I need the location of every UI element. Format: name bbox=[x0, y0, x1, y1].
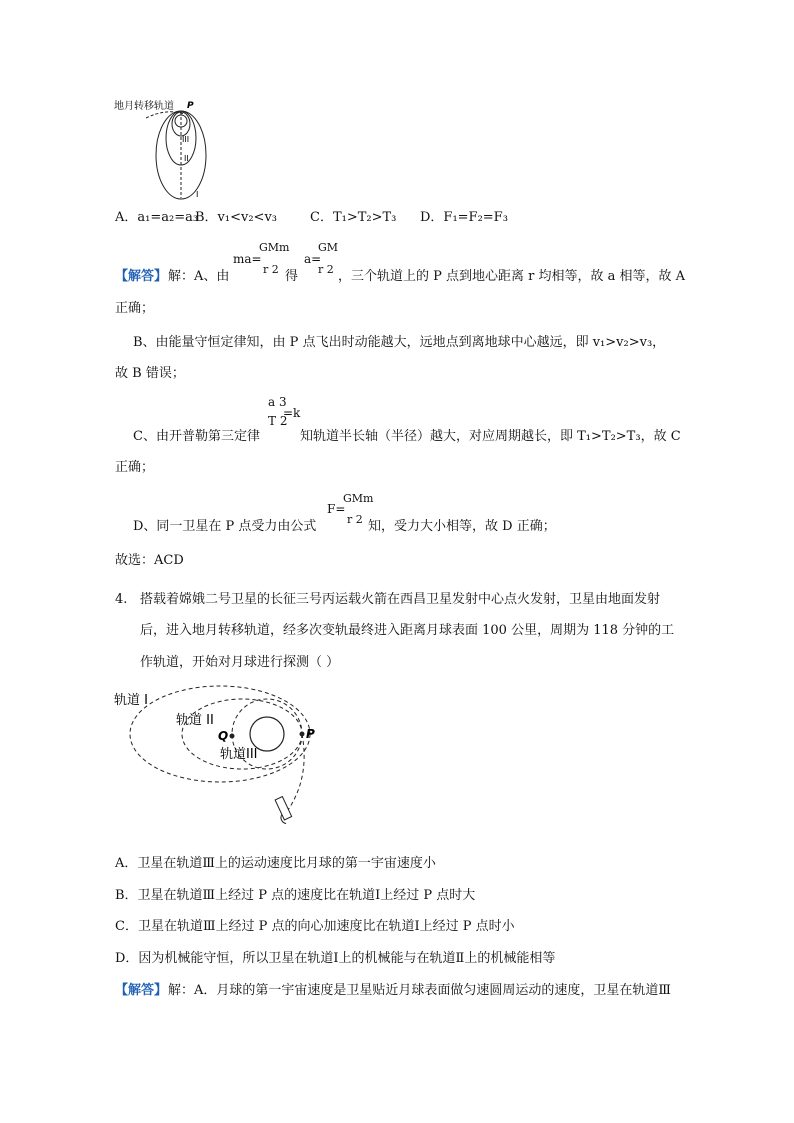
point-Q bbox=[230, 734, 235, 739]
formula-de: 得 bbox=[285, 269, 299, 284]
fig2-label-orbit1: 轨道 I bbox=[114, 693, 148, 708]
label-P-fig1: P bbox=[187, 101, 194, 111]
q3-option-b: B．v₁<v₂<v₃ bbox=[195, 210, 278, 225]
kepler-eq: =k bbox=[283, 406, 301, 420]
fig2-label-orbit3: 轨道III bbox=[220, 747, 258, 762]
fig2-label-Q: Q bbox=[218, 729, 229, 743]
q3-solution-c-post: 知轨道半长轴（半径）越大，对应周期越长，即 T₁>T₂>T₃，故 C bbox=[300, 429, 681, 444]
q3-solution-d-pre: D、同一卫星在 P 点受力由公式 bbox=[133, 519, 317, 534]
label-II-fig1: II bbox=[184, 154, 189, 163]
q3-option-d: D．F₁=F₂=F₃ bbox=[420, 210, 508, 225]
q3-solution-b2: 故 B 错误； bbox=[115, 366, 185, 381]
q3-solution-c-pre: C、由开普勒第三定律 bbox=[133, 429, 260, 444]
q3-option-a: A．a₁=a₂=a₃ bbox=[115, 210, 199, 225]
formula-F-num: GMm bbox=[343, 492, 374, 505]
q3-solution-c-cont: 正确； bbox=[115, 460, 155, 475]
q3-solution-b1: B、由能量守恒定律知，由 P 点飞出时动能越大，远地点到离地球中心越远，即 v₁>v₂>v₃， bbox=[133, 335, 666, 350]
fig2-label-P: P bbox=[306, 727, 315, 741]
formula-F-left: F= bbox=[327, 502, 346, 516]
kepler-den: T 2 bbox=[268, 414, 288, 428]
formula-a-den: r 2 bbox=[318, 263, 334, 276]
label-I-fig1: I bbox=[196, 190, 199, 199]
earth-icon bbox=[175, 115, 187, 127]
q3-answer: 故选：ACD bbox=[115, 553, 184, 568]
label-III-fig1: III bbox=[182, 135, 190, 144]
q4-stem-line3: 作轨道，开始对月球进行探测（ ） bbox=[140, 655, 340, 670]
kepler-num: a 3 bbox=[268, 395, 287, 409]
q3-option-c: C．T₁>T₂>T₃ bbox=[310, 210, 397, 225]
point-P bbox=[300, 732, 305, 737]
q4-solution-tag: 【解答】 bbox=[115, 983, 168, 998]
q3-solution-d-post: 知，受力大小相等，故 D 正确； bbox=[368, 519, 556, 534]
label-transfer-orbit: 地月转移轨道 bbox=[114, 101, 174, 112]
formula-ma-num: GMm bbox=[259, 241, 290, 254]
q3-solution-a-text: ，三个轨道上的 P 点到地心距离 r 均相等，故 a 相等，故 A bbox=[338, 269, 686, 284]
formula-a-num: GM bbox=[318, 241, 339, 254]
q4-option-b: B．卫星在轨道Ⅲ上经过 P 点的速度比在轨道Ⅰ上经过 P 点时大 bbox=[115, 888, 476, 903]
figure-moon-orbits bbox=[110, 682, 330, 848]
q4-option-c: C．卫星在轨道Ⅲ上经过 P 点的向心加速度比在轨道Ⅰ上经过 P 点时小 bbox=[115, 919, 515, 934]
moon-icon bbox=[250, 717, 284, 751]
q4-number: 4. bbox=[115, 592, 128, 607]
q4-solution-text: 解：A．月球的第一宇宙速度是卫星贴近月球表面做匀速圆周运动的速度，卫星在轨道Ⅲ bbox=[168, 983, 671, 998]
formula-a-left: a= bbox=[304, 252, 322, 266]
formula-ma-left: ma= bbox=[233, 252, 262, 266]
q3-solution-tag: 【解答】 bbox=[115, 269, 168, 284]
q4-stem-line1: 搭载着嫦娥二号卫星的长征三号丙运载火箭在西昌卫星发射中心点火发射，卫星由地面发射 bbox=[140, 592, 661, 607]
q3-solution-intro: 解：A、由 bbox=[168, 269, 230, 284]
q4-option-d: D．因为机械能守恒，所以卫星在轨道Ⅰ上的机械能与在轨道Ⅱ上的机械能相等 bbox=[115, 951, 556, 966]
transfer-orbit-dashed bbox=[288, 734, 304, 810]
fig2-label-orbit2: 轨道 II bbox=[176, 713, 214, 728]
q3-solution-a-cont: 正确； bbox=[115, 301, 155, 316]
q4-stem-line2: 后，进入地月转移轨道，经多次变轨最终进入距离月球表面 100 公里，周期为 118 分钟的工 bbox=[140, 623, 675, 638]
formula-ma-den: r 2 bbox=[263, 263, 279, 276]
formula-F-den: r 2 bbox=[347, 513, 363, 526]
q4-option-a: A．卫星在轨道Ⅲ上的运动速度比月球的第一宇宙速度小 bbox=[115, 856, 436, 871]
satellite-icon bbox=[273, 797, 294, 825]
